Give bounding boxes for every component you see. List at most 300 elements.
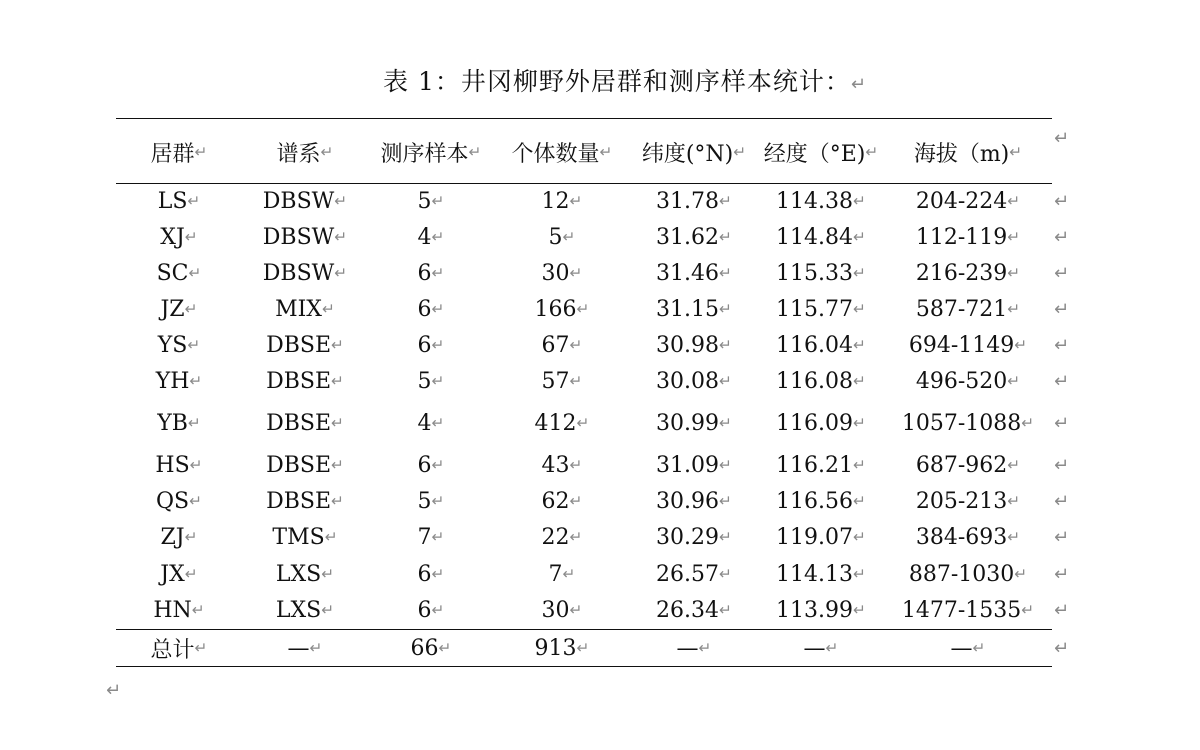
table-cell [116,219,242,255]
cell-text: HN [153,597,192,623]
paragraph-mark-icon: ↵ [189,372,203,390]
table-cell [884,219,1052,255]
paragraph-mark-icon: ↵ [853,414,866,432]
column-header [368,122,494,182]
paragraph-mark-icon: ↵ [569,264,583,282]
paragraph-mark-icon: ↵ [853,492,866,510]
paragraph-mark-icon: ↵ [431,300,445,318]
paragraph-mark-icon: ↵ [438,639,452,657]
table-cell [630,399,758,447]
row-end-mark-icon: ↵ [1054,526,1070,548]
paragraph-mark-icon: ↵ [194,143,208,161]
table-cell [116,630,242,666]
cell-text: 412 [534,410,577,436]
paragraph-mark-icon: ↵ [331,336,344,354]
paragraph-mark-icon: ↵ [825,639,839,657]
cell-text: 166 [534,296,577,322]
table-cell [116,327,242,363]
table-cell [368,219,494,255]
cell-text: 30.29 [656,524,720,550]
paragraph-mark-icon: ↵ [331,414,344,432]
paragraph-mark-icon: ↵ [431,192,445,210]
table-cell [368,327,494,363]
paragraph-mark-icon: ↵ [431,601,445,619]
cell-text: YB [157,410,188,436]
table-cell [758,327,884,363]
table-cell [630,327,758,363]
table-cell [494,363,630,399]
paragraph-mark-icon: ↵ [431,456,445,474]
cell-text: 个体数量 [511,141,600,167]
table-cell [630,556,758,592]
cell-text: 30.98 [656,332,720,358]
table-cell [368,399,494,447]
table-row [116,519,1052,555]
paragraph-mark-icon: ↵ [853,372,866,390]
cell-text: XJ [160,224,185,250]
table-cell [630,630,758,666]
cell-text: YS [157,332,188,358]
table-cell [116,291,242,327]
table-cell [116,519,242,555]
cell-text: 62 [541,488,570,514]
cell-text: DBSW [262,224,335,250]
paragraph-mark-icon: ↵ [184,228,198,246]
paragraph-mark-icon: ↵ [719,336,732,354]
paragraph-mark-icon: ↵ [1007,492,1021,510]
table-cell [630,219,758,255]
table-top-rule [116,118,1052,119]
paragraph-mark-icon: ↵ [431,372,445,390]
table-cell [242,183,368,219]
paragraph-mark-icon: ↵ [1014,336,1028,354]
paragraph-mark-icon: ↵ [184,528,198,546]
table-cell [368,592,494,628]
table-cell [758,399,884,447]
paragraph-mark-icon: ↵ [331,456,344,474]
table-cell [758,363,884,399]
cell-text: — [287,635,310,661]
paragraph-mark-icon: ↵ [865,143,879,161]
table-cell [494,519,630,555]
row-end-mark-icon: ↵ [1054,454,1070,476]
caption-text: 表 1：井冈柳野外居群和测序样本统计： [383,67,851,96]
table-caption [383,62,867,98]
paragraph-mark-icon: ↵ [431,228,445,246]
paragraph-mark-icon: ↵ [191,601,205,619]
paragraph-mark-icon: ↵ [853,228,866,246]
table-row [116,556,1052,592]
column-header [116,122,242,182]
cell-text: DBSW [262,260,335,286]
paragraph-mark-icon: ↵ [309,639,323,657]
paragraph-mark-icon: ↵ [468,143,482,161]
table-cell [242,630,368,666]
table-cell [116,592,242,628]
cell-text: 6 [417,561,432,587]
table-cell [368,255,494,291]
table-cell [116,363,242,399]
table-cell [758,483,884,519]
cell-text: 116.56 [776,488,854,514]
table-cell [494,399,630,447]
cell-text: 31.09 [656,452,720,478]
paragraph-mark-icon: ↵ [431,492,445,510]
table-cell [368,519,494,555]
table-row [116,447,1052,483]
paragraph-mark-icon: ↵ [321,300,335,318]
table-cell [494,630,630,666]
paragraph-mark-icon: ↵ [331,372,344,390]
paragraph-mark-icon: ↵ [853,336,866,354]
paragraph-mark-icon: ↵ [431,264,445,282]
cell-text: DBSE [266,452,332,478]
row-end-mark-icon: ↵ [1054,599,1070,621]
cell-text: 纬度(°N) [641,141,734,167]
cell-text: 67 [541,332,570,358]
paragraph-mark-icon: ↵ [194,639,208,657]
column-header [494,122,630,182]
cell-text: DBSE [266,332,332,358]
table-cell [242,447,368,483]
table-cell [630,519,758,555]
paragraph-mark-icon: ↵ [321,601,335,619]
paragraph-mark-icon: ↵ [569,456,583,474]
paragraph-mark-icon: ↵ [1014,565,1028,583]
table-total-row [116,630,1052,666]
table-cell [884,483,1052,519]
cell-text: TMS [272,524,325,550]
table-row [116,183,1052,219]
paragraph-mark-icon: ↵ [719,372,732,390]
table-cell [116,556,242,592]
cell-text: 30 [541,597,570,623]
table-cell [242,255,368,291]
paragraph-mark-icon: ↵ [184,565,198,583]
paragraph-mark-icon: ↵ [576,414,590,432]
cell-text: JX [160,561,185,587]
paragraph-mark-icon: ↵ [853,192,866,210]
row-end-mark-icon: ↵ [1054,298,1070,320]
paragraph-mark-icon: ↵ [972,639,986,657]
cell-text: 31.46 [656,260,720,286]
cell-text: 66 [410,635,439,661]
paragraph-mark-icon: ↵ [320,143,334,161]
cell-text: 496-520 [915,368,1008,394]
cell-text: 119.07 [776,524,854,550]
paragraph-mark-icon: ↵ [719,565,732,583]
table-cell [758,519,884,555]
table-row [116,592,1052,628]
table-cell [494,219,630,255]
paragraph-mark-icon: ↵ [853,456,866,474]
cell-text: 694-1149 [908,332,1015,358]
table-row [116,483,1052,519]
table-cell [884,327,1052,363]
table-cell [494,556,630,592]
paragraph-mark-icon: ↵ [334,192,348,210]
cell-text: 887-1030 [908,561,1015,587]
cell-text: 30.96 [656,488,720,514]
cell-text: DBSE [266,488,332,514]
table-cell [368,483,494,519]
paragraph-mark-icon: ↵ [431,414,445,432]
cell-text: 5 [417,488,432,514]
cell-text: 5 [417,188,432,214]
table-cell [884,399,1052,447]
cell-text: 57 [541,368,570,394]
cell-text: 4 [417,224,432,250]
row-end-mark-icon: ↵ [1054,190,1070,212]
paragraph-mark-icon: ↵ [1007,528,1021,546]
cell-text: HS [155,452,190,478]
cell-text: DBSE [266,368,332,394]
table-cell [630,447,758,483]
cell-text: 居群 [150,141,195,167]
cell-text: 114.38 [776,188,854,214]
table-cell [884,363,1052,399]
cell-text: 116.09 [776,410,854,436]
table-cell [242,399,368,447]
cell-text: 海拔（m) [913,141,1010,167]
table-cell [368,630,494,666]
cell-text: 687-962 [915,452,1008,478]
table-header-row [116,122,1052,182]
table-cell [116,255,242,291]
paragraph-mark-icon: ↵ [1007,300,1021,318]
cell-text: 115.77 [776,296,854,322]
cell-text: 913 [534,635,577,661]
table-cell [758,183,884,219]
paragraph-mark-icon: ↵ [431,528,445,546]
table-cell [630,183,758,219]
cell-text: 26.57 [656,561,720,587]
cell-text: 30.08 [656,368,720,394]
paragraph-mark-icon: ↵ [189,456,203,474]
column-header [884,122,1052,182]
column-header [758,122,884,182]
table-cell [494,255,630,291]
table-cell [630,255,758,291]
table-cell [368,291,494,327]
table-row [116,327,1052,363]
table-cell [884,592,1052,628]
paragraph-mark-icon: ↵ [576,300,590,318]
cell-text: 12 [541,188,570,214]
paragraph-mark-icon: ↵ [1007,228,1021,246]
row-end-mark-icon: ↵ [1054,262,1070,284]
row-end-mark-icon: ↵ [1054,412,1070,434]
cell-text: 总计 [150,637,195,663]
paragraph-mark-icon: ↵ [719,300,732,318]
table-cell [368,556,494,592]
cell-text: — [803,635,826,661]
table-row [116,399,1052,447]
cell-text: 测序样本 [380,141,469,167]
paragraph-mark-icon: ↵ [853,528,866,546]
table-cell [368,363,494,399]
paragraph-mark-icon: ↵ [569,372,583,390]
paragraph-mark-icon: ↵ [431,336,445,354]
paragraph-mark-icon: ↵ [1007,192,1021,210]
paragraph-mark-icon: ↵ [719,601,732,619]
cell-text: 116.08 [776,368,854,394]
paragraph-mark-icon: ↵ [1007,456,1021,474]
cell-text: 6 [417,296,432,322]
table-cell [884,630,1052,666]
row-end-mark-icon: ↵ [1054,490,1070,512]
paragraph-mark-icon: ↵ [562,228,576,246]
paragraph-mark-icon: ↵ [719,528,732,546]
cell-text: DBSE [266,410,332,436]
cell-text: 114.84 [776,224,854,250]
cell-text: 116.04 [776,332,854,358]
cell-text: 31.62 [656,224,720,250]
paragraph-mark-icon: ↵ [331,492,344,510]
paragraph-mark-icon: ↵ [189,492,202,510]
cell-text: 587-721 [915,296,1008,322]
table-row [116,291,1052,327]
cell-text: JZ [160,296,185,322]
cell-text: 7 [548,561,563,587]
paragraph-mark-icon: ↵ [334,264,348,282]
paragraph-mark-icon: ↵ [719,414,732,432]
cell-text: — [676,635,699,661]
paragraph-mark-icon: ↵ [698,639,712,657]
cell-text: 经度（°E) [763,141,866,167]
table-cell [630,483,758,519]
paragraph-mark-icon: ↵ [184,300,198,318]
cell-text: 5 [548,224,563,250]
table-cell [494,592,630,628]
cell-text: 114.13 [776,561,854,587]
table-cell [630,363,758,399]
paragraph-mark-icon: ↵ [187,336,201,354]
table-cell [630,592,758,628]
cell-text: 116.21 [776,452,854,478]
cell-text: 22 [541,524,570,550]
cell-text: 31.78 [656,188,720,214]
table-cell [116,183,242,219]
table-cell [116,399,242,447]
cell-text: 113.99 [776,597,854,623]
cell-text: 204-224 [915,188,1008,214]
paragraph-mark-icon: ↵ [569,192,583,210]
cell-text: QS [155,488,190,514]
paragraph-mark-icon: ↵ [719,456,732,474]
table-cell [242,291,368,327]
paragraph-mark-icon: ↵ [733,143,747,161]
table-cell [242,327,368,363]
paragraph-mark-icon: ↵ [853,300,866,318]
cell-text: 205-213 [915,488,1008,514]
paragraph-mark-icon: ↵ [850,74,867,95]
table-cell [758,291,884,327]
table-cell [494,447,630,483]
table-cell [758,630,884,666]
table-cell [242,363,368,399]
table-row [116,219,1052,255]
table-cell [494,483,630,519]
row-end-mark-icon: ↵ [1054,563,1070,585]
table-cell [494,183,630,219]
cell-text: 216-239 [915,260,1008,286]
paragraph-mark-icon: ↵ [853,601,866,619]
row-end-mark-icon: ↵ [1054,226,1070,248]
table-bottom-rule [116,666,1052,667]
cell-text: 384-693 [915,524,1008,550]
table-cell [758,592,884,628]
table-cell [116,447,242,483]
cell-text: 112-119 [915,224,1008,250]
table-cell [242,219,368,255]
column-header [242,122,368,182]
paragraph-mark-icon: ↵ [187,414,201,432]
table-row [116,363,1052,399]
paragraph-mark-icon: ↵ [569,528,583,546]
table-cell [242,519,368,555]
cell-text: SC [156,260,189,286]
paragraph-mark-icon: ↵ [719,192,732,210]
table-cell [758,447,884,483]
paragraph-mark-icon: ↵ [1021,414,1035,432]
paragraph-mark-icon: ↵ [576,639,590,657]
cell-text: 4 [417,410,432,436]
paragraph-mark-icon: ↵ [334,228,348,246]
table-cell [884,447,1052,483]
paragraph-mark-icon: ↵ [1007,264,1021,282]
cell-text: LXS [275,597,322,623]
paragraph-mark-icon: ↵ [853,264,866,282]
table-row [116,255,1052,291]
table-cell [242,592,368,628]
cell-text: LS [157,188,188,214]
table-cell [758,556,884,592]
cell-text: 6 [417,452,432,478]
table-cell [494,327,630,363]
cell-text: 31.15 [656,296,720,322]
table-cell [758,255,884,291]
paragraph-mark-icon: ↵ [431,565,445,583]
table-cell [758,219,884,255]
paragraph-mark-icon: ↵ [719,264,732,282]
table-cell [242,556,368,592]
table-cell [884,519,1052,555]
row-end-mark-icon: ↵ [1054,334,1070,356]
paragraph-mark-icon: ↵ [719,492,732,510]
paragraph-mark-icon: ↵ [853,565,866,583]
paragraph-mark-icon: ↵ [1007,372,1021,390]
cell-text: 43 [541,452,570,478]
cell-text: DBSW [262,188,335,214]
paragraph-mark-icon: ↵ [321,565,335,583]
table-cell [242,483,368,519]
table-cell [368,447,494,483]
cell-text: 1057-1088 [901,410,1022,436]
cell-text: 30.99 [656,410,720,436]
paragraph-mark-icon: ↵ [569,601,583,619]
table-cell [494,291,630,327]
paragraph-mark-icon: ↵ [719,228,732,246]
paragraph-mark-icon: ↵ [324,528,338,546]
paragraph-mark-icon: ↵ [569,492,583,510]
cell-text: 6 [417,260,432,286]
column-header [630,122,758,182]
cell-text: 5 [417,368,432,394]
table-cell [884,556,1052,592]
row-end-mark-icon: ↵ [1054,127,1070,149]
cell-text: LXS [275,561,322,587]
